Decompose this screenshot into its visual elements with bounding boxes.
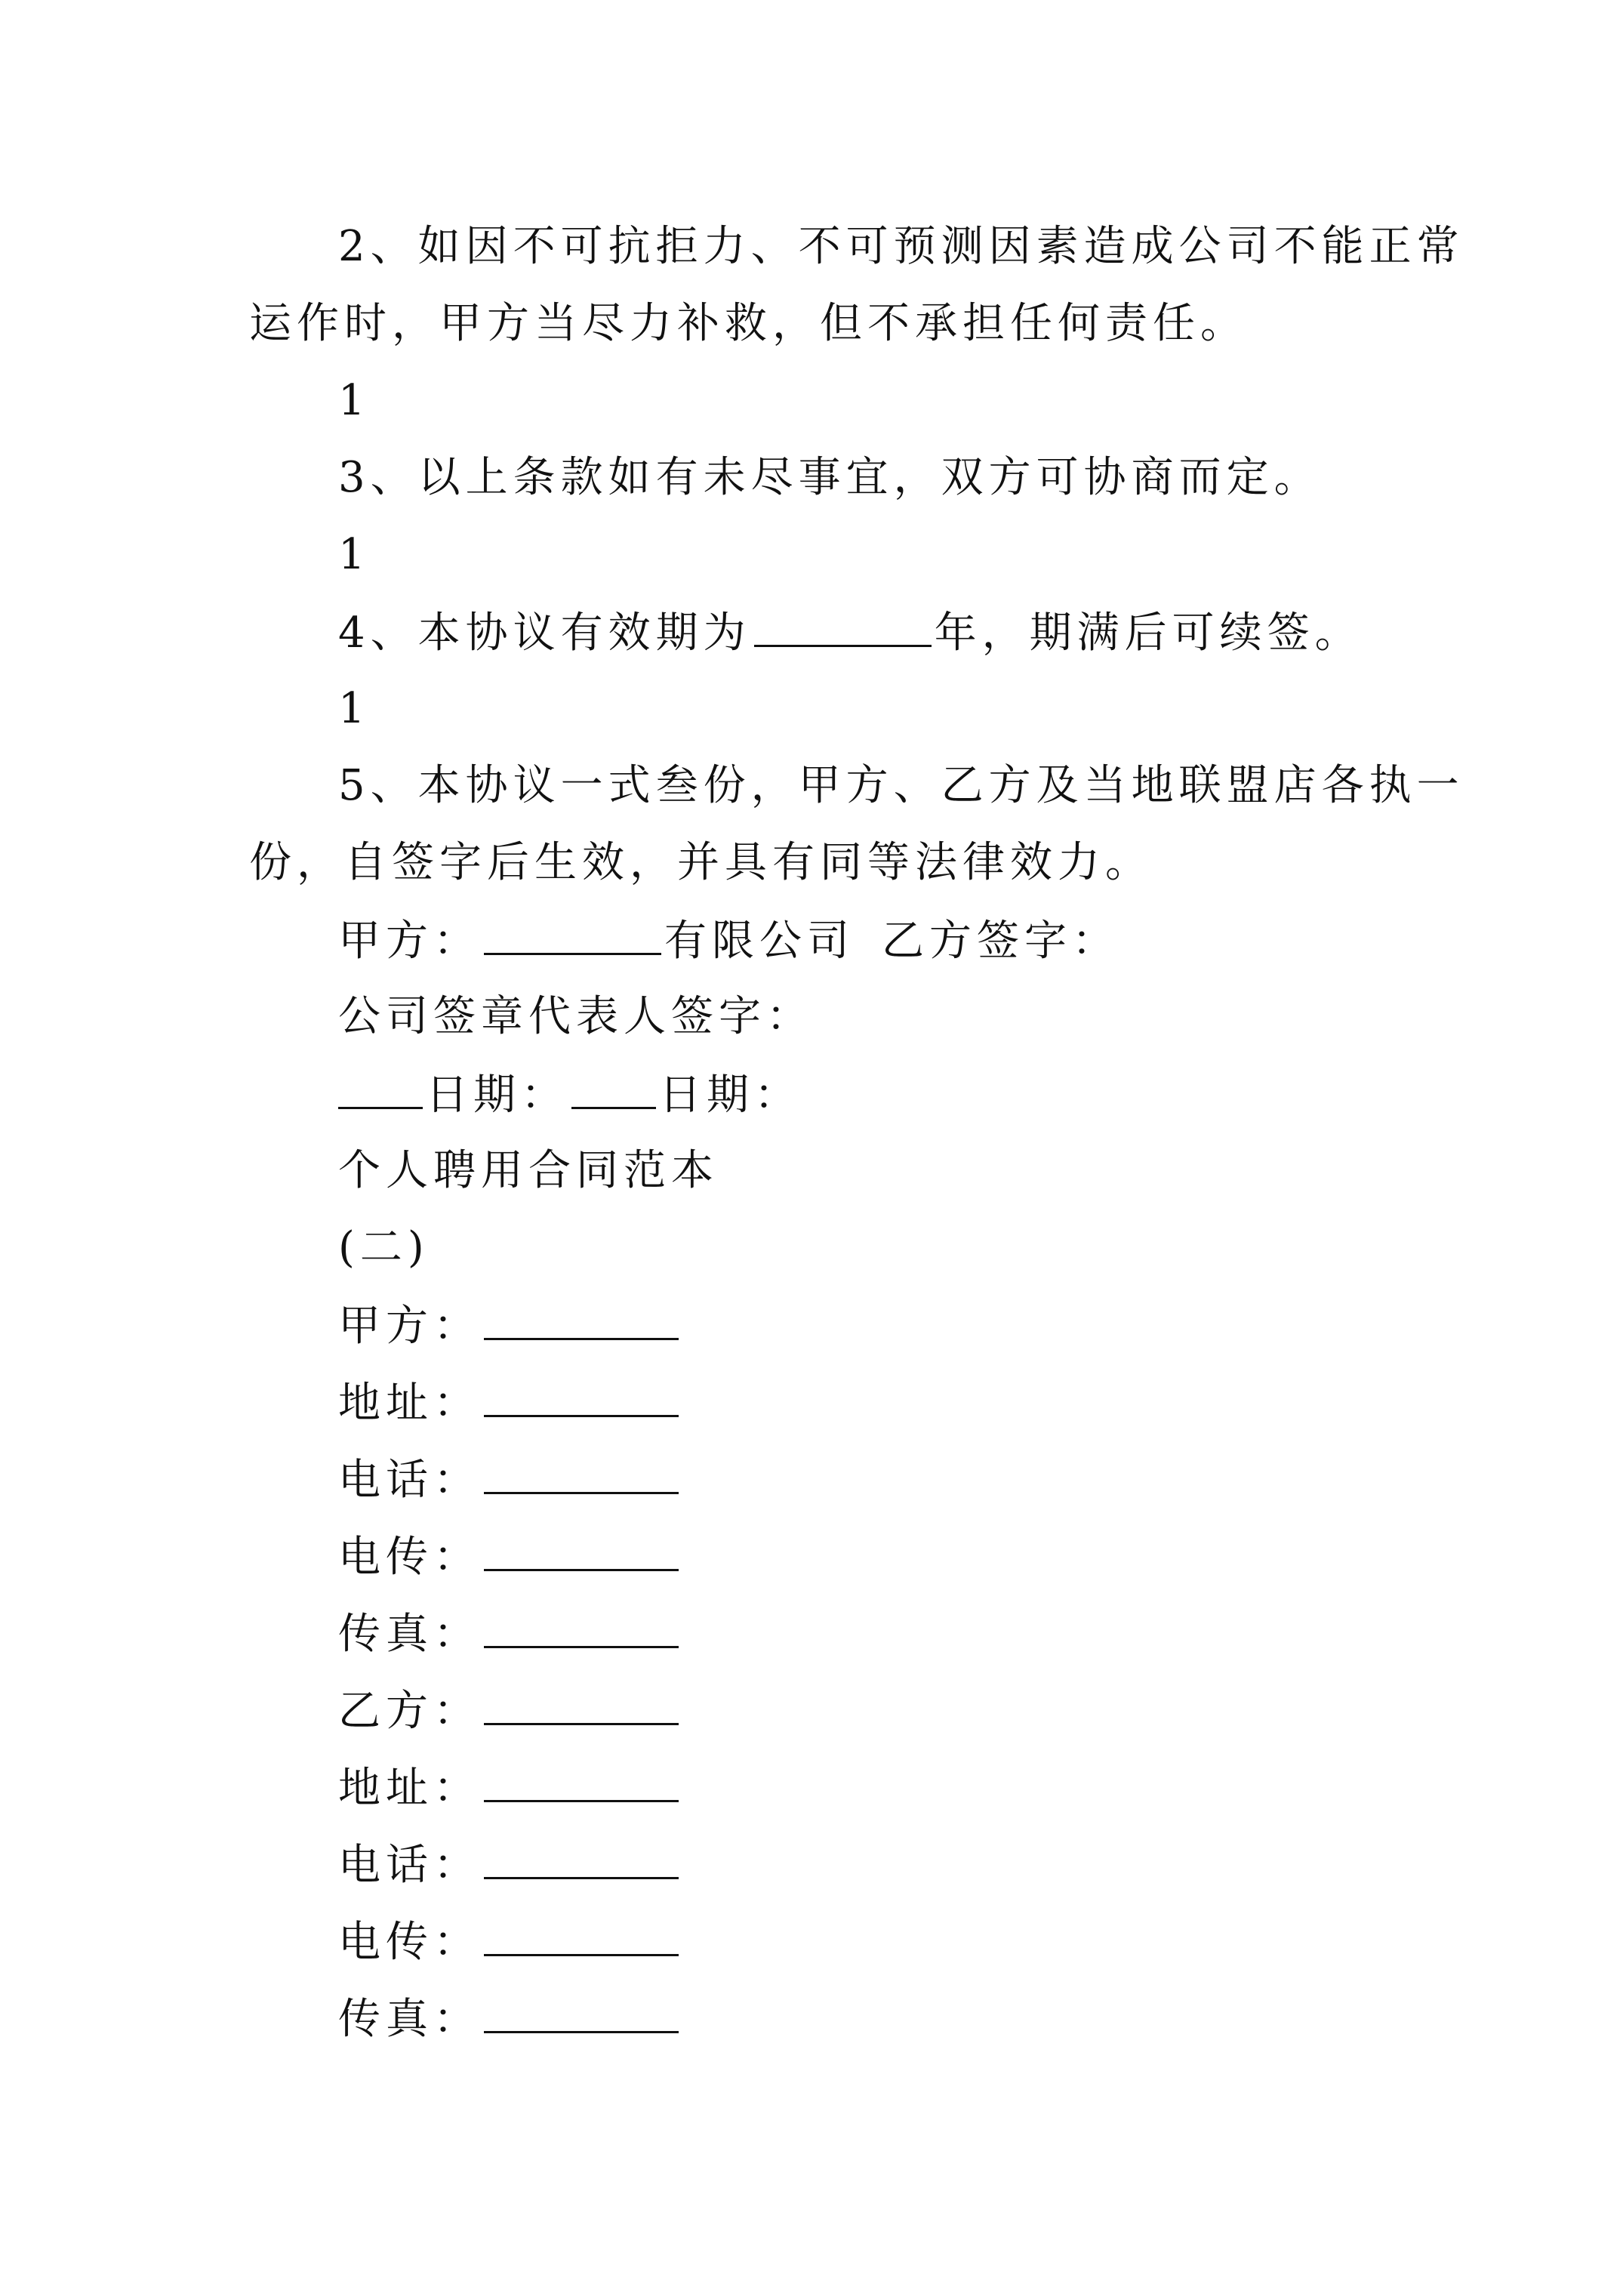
party-b-name-field	[338, 1684, 682, 1737]
party-a-label: 甲方：	[338, 917, 481, 966]
page-marker-text: 1	[338, 376, 371, 425]
clause-5-line-1	[338, 760, 1464, 812]
date-line	[338, 1068, 802, 1120]
party-b-sign-label: 乙方签字：	[882, 917, 1119, 966]
party-a-name-field	[338, 1299, 682, 1351]
party-b-address-field	[338, 1761, 682, 1814]
party-a-phone-field	[338, 1453, 682, 1505]
party-b-fax-blank[interactable]	[484, 1992, 679, 2033]
date-label-1: 日期：	[426, 1071, 568, 1120]
clause-4-text-after: 年，期满后可续签。	[934, 609, 1363, 658]
field-label: 地址：	[338, 1764, 481, 1813]
party-b-name-blank[interactable]	[484, 1684, 679, 1725]
party-a-phone-blank[interactable]	[484, 1453, 679, 1494]
page-marker-2	[338, 529, 371, 581]
field-label: 电话：	[338, 1456, 481, 1505]
section-number-text: (二)	[338, 1223, 430, 1272]
date-blank-1[interactable]	[338, 1068, 423, 1109]
clause-4-text-before: 4、本协议有效期为	[338, 609, 751, 658]
page-marker-3	[338, 683, 371, 735]
field-label: 甲方：	[338, 1302, 481, 1351]
field-label: 乙方：	[338, 1687, 481, 1736]
clause-5-line-2	[249, 837, 1153, 889]
party-b-phone-field	[338, 1838, 682, 1891]
clause-4	[338, 606, 1363, 658]
party-b-telex-blank[interactable]	[484, 1915, 679, 1956]
party-a-address-blank[interactable]	[484, 1376, 679, 1417]
party-b-phone-blank[interactable]	[484, 1838, 679, 1879]
page-marker-text: 1	[338, 684, 371, 733]
party-a-address-field	[338, 1376, 682, 1428]
field-label: 地址：	[338, 1379, 481, 1428]
section-number	[338, 1222, 430, 1274]
party-b-telex-field	[338, 1915, 682, 1968]
company-seal-label: 公司签章代表人签字：	[338, 992, 814, 1041]
clause-2-text-2: 运作时，甲方当尽力补救，但不承担任何责任。	[249, 299, 1248, 348]
date-blank-2[interactable]	[571, 1068, 656, 1109]
company-seal-line	[338, 991, 814, 1043]
clause-3-text: 3、以上条款如有未尽事宜，双方可协商而定。	[338, 453, 1322, 502]
party-b-address-blank[interactable]	[484, 1761, 679, 1802]
party-a-fax-field	[338, 1607, 682, 1660]
field-label: 电话：	[338, 1841, 481, 1890]
party-a-name-blank[interactable]	[484, 1299, 679, 1340]
party-a-telex-blank[interactable]	[484, 1530, 679, 1571]
party-b-fax-field	[338, 1992, 682, 2045]
date-label-2: 日期：	[659, 1071, 802, 1120]
clause-5-text-1: 5、本协议一式叁份，甲方、乙方及当地联盟店各执一	[338, 761, 1464, 810]
page-marker-text: 1	[338, 530, 371, 579]
clause-5-text-2: 份，自签字后生效，并具有同等法律效力。	[249, 838, 1153, 887]
signature-party-line	[338, 914, 1119, 966]
clause-3	[338, 451, 1322, 504]
section-title	[338, 1145, 719, 1197]
field-label: 电传：	[338, 1533, 481, 1582]
company-suffix: 有限公司	[664, 917, 855, 966]
clause-2-text-1: 2、如因不可抗拒力、不可预测因素造成公司不能正常	[338, 222, 1464, 271]
field-label: 电传：	[338, 1918, 481, 1967]
party-a-telex-field	[338, 1530, 682, 1583]
party-a-company-blank[interactable]	[484, 914, 661, 955]
party-a-fax-blank[interactable]	[484, 1607, 679, 1648]
clause-2-line-1	[338, 220, 1464, 273]
clause-2-line-2	[249, 297, 1248, 350]
term-years-blank[interactable]	[754, 606, 932, 647]
section-title-text: 个人聘用合同范本	[338, 1146, 719, 1195]
field-label: 传真：	[338, 1610, 481, 1659]
page-marker-1	[338, 374, 371, 427]
field-label: 传真：	[338, 1995, 481, 2044]
